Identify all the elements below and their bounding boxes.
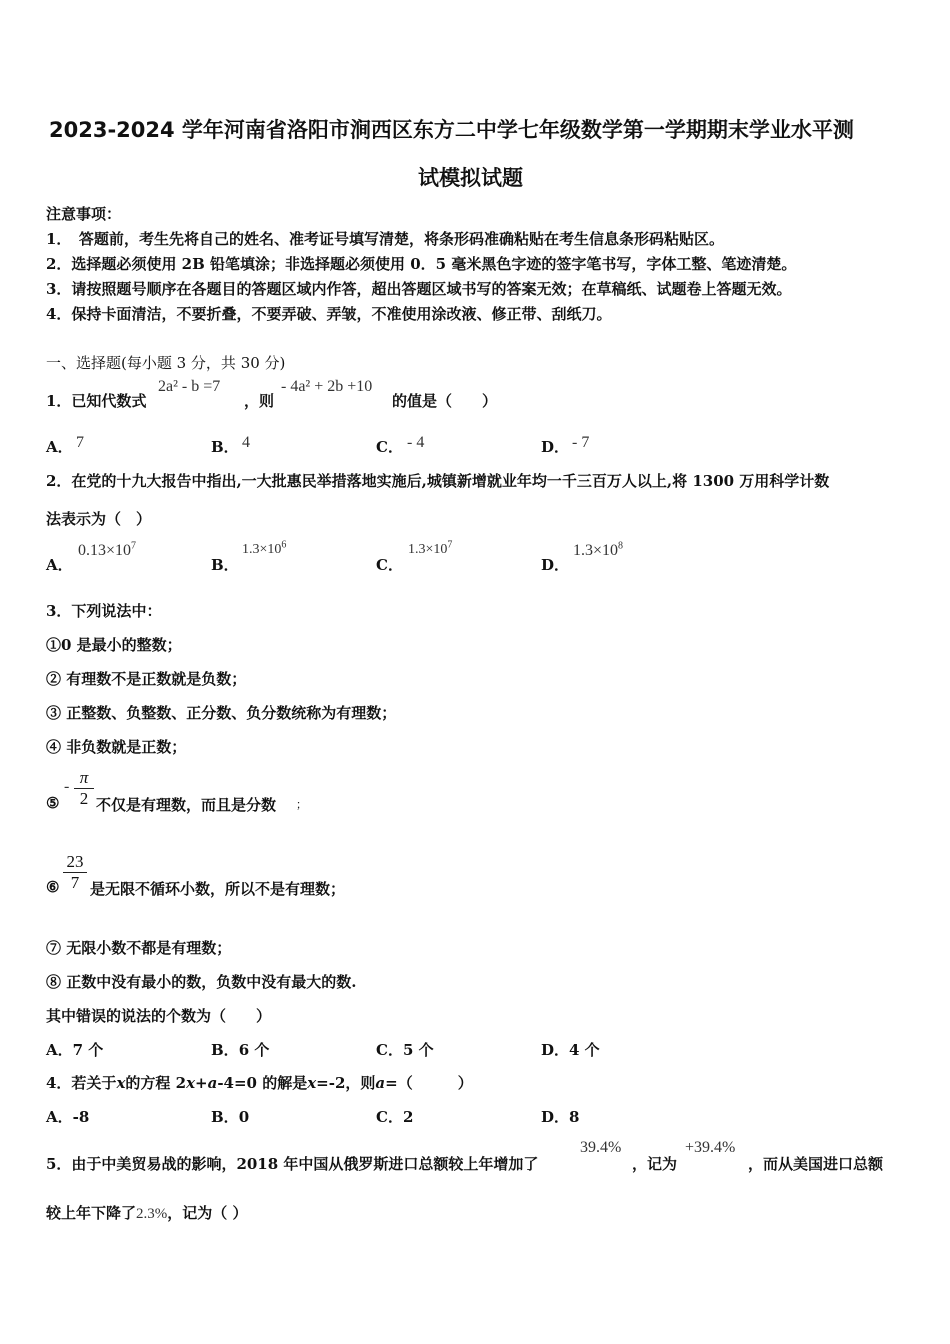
- option-value: 7 个: [72, 1041, 104, 1059]
- q4-option-b: [211, 1106, 249, 1127]
- q3-statement-5-end: ；: [296, 798, 307, 811]
- page-title: 2023-2024 学年河南省洛阳市涧西区东方二中学七年级数学第一学期期末学业水平测: [49, 118, 854, 142]
- q5-value-2: +39.4%: [685, 1139, 736, 1156]
- q1-expr1: 2a² - b =7: [158, 378, 221, 395]
- fraction-23-7: [63, 852, 87, 893]
- q1-expr2: - 4a² + 2b +10: [281, 378, 373, 395]
- q3-statement-3: ③ 正整数、负整数、正分数、负分数统称为有理数；: [46, 704, 397, 722]
- q2-option-a-label: A．: [46, 556, 73, 574]
- q4-stem: [46, 1072, 473, 1093]
- q1-option-d: - 7: [572, 434, 590, 451]
- option-value: 5 个: [402, 1041, 434, 1059]
- q5-text: ，而从美国进口总额: [748, 1155, 884, 1173]
- option-label: C．: [376, 1108, 403, 1126]
- option-label: C．: [376, 1041, 403, 1059]
- q5-text: ，记为: [632, 1155, 678, 1173]
- q2-option-b-exp: 6: [281, 539, 287, 551]
- q2-option-c-base: 1.3×10: [408, 542, 448, 557]
- q1-option-a: 7: [76, 434, 84, 451]
- notice-item: 1． 答题前，考生先将自己的姓名、准考证号填写清楚，将条形码准确粘贴在考生信息条形码粘贴区。: [46, 230, 724, 248]
- q3-option-b: [211, 1039, 269, 1060]
- q3-statement-8: ⑧ 正数中没有最小的数，负数中没有最大的数.: [46, 973, 357, 991]
- q2-option-c: [408, 539, 453, 558]
- q5-text-line2: [46, 1202, 248, 1223]
- var-x: x: [307, 1074, 317, 1092]
- q2-option-d-label: D．: [541, 556, 570, 574]
- q3-option-d: [541, 1039, 600, 1060]
- q2-option-c-exp: 7: [447, 539, 453, 551]
- q2-stem-line2: 法表示为（ ）: [46, 510, 152, 528]
- q4-option-d: [541, 1106, 579, 1127]
- option-label: A．: [46, 1041, 73, 1059]
- q2-option-d: [573, 542, 623, 560]
- section-heading: 一、选择题(每小题 3 分，共 30 分): [46, 354, 286, 372]
- option-label: A．: [46, 1108, 73, 1126]
- q1-suffix: 的值是（ ）: [392, 392, 498, 410]
- q1-option-c: - 4: [407, 434, 425, 451]
- q2-option-d-exp: 8: [618, 540, 624, 552]
- q4-option-c: [376, 1106, 413, 1127]
- q4-text: 的方程 2: [125, 1074, 187, 1092]
- fraction-denominator: 2: [79, 789, 89, 808]
- notice-item: 3．请按照题号顺序在各题目的答题区域内作答，超出答题区域书写的答案无效；在草稿纸、试题卷上答题无效。: [46, 280, 792, 298]
- var-x: x: [186, 1074, 196, 1092]
- q4-text: +: [195, 1074, 208, 1092]
- q5-text: 较上年下降了: [46, 1204, 137, 1222]
- q2-option-a: [78, 542, 136, 560]
- q2-option-a-exp: 7: [131, 540, 137, 552]
- option-value: -8: [72, 1108, 90, 1126]
- option-value: 8: [569, 1108, 580, 1126]
- var-x: x: [116, 1074, 126, 1092]
- notice-heading: 注意事项：: [46, 205, 122, 223]
- q3-stem: 3．下列说法中：: [46, 602, 162, 620]
- q2-option-b-base: 1.3×10: [242, 542, 282, 557]
- q5-value-1: 39.4%: [580, 1139, 622, 1156]
- q1-option-b-label: B．: [211, 438, 239, 456]
- q2-option-d-base: 1.3×10: [573, 542, 619, 559]
- option-value: 2: [402, 1108, 414, 1126]
- fraction-numerator: π: [79, 768, 89, 787]
- q1-option-b: 4: [242, 434, 250, 451]
- q3-option-a: [46, 1039, 103, 1060]
- q1-option-d-label: D．: [541, 438, 570, 456]
- q3-option-c: [376, 1039, 434, 1060]
- q1-prefix: 1．已知代数式: [46, 392, 147, 410]
- q4-text: -4=0 的解是: [217, 1074, 308, 1092]
- q2-option-a-base: 0.13×10: [78, 542, 132, 559]
- q4-text: =（ ）: [385, 1074, 473, 1092]
- q5-text: 5．由于中美贸易战的影响，2018 年中国从俄罗斯进口总额较上年增加了: [46, 1155, 539, 1173]
- fraction-denominator: 7: [70, 873, 80, 892]
- option-value: 0: [238, 1108, 250, 1126]
- q3-statement-1: ①0 是最小的整数；: [46, 636, 182, 654]
- q2-option-b-label: B．: [211, 556, 239, 574]
- q3-statement-5-label: ⑤: [46, 794, 60, 812]
- notice-item: 4．保持卡面清洁，不要折叠，不要弄破、弄皱，不准使用涂改液、修正带、刮纸刀。: [46, 305, 612, 323]
- q4-text: 4．若关于: [46, 1074, 117, 1092]
- q1-option-c-label: C．: [376, 438, 403, 456]
- q4-text: =-2，则: [316, 1074, 376, 1092]
- option-label: D．: [541, 1041, 570, 1059]
- page-title-line2: 试模拟试题: [418, 166, 523, 190]
- q4-option-a: [46, 1106, 89, 1127]
- var-a: a: [207, 1074, 218, 1092]
- q3-statement-6-label: ⑥: [46, 878, 60, 896]
- q3-statement-7: ⑦ 无限小数不都是有理数；: [46, 939, 232, 957]
- q2-option-c-label: C．: [376, 556, 403, 574]
- q2-stem: 2．在党的十九大报告中指出,一大批惠民举措落地实施后,城镇新增就业年均一千三百万人以上,将 1300 万用科学计数: [46, 472, 830, 490]
- option-label: D．: [541, 1108, 570, 1126]
- option-value: 4 个: [569, 1041, 600, 1059]
- option-label: B．: [211, 1041, 239, 1059]
- option-value: 6 个: [238, 1041, 270, 1059]
- q1-mid: ，则: [244, 392, 275, 410]
- q3-statement-5-sign: -: [64, 778, 70, 795]
- var-a: a: [375, 1074, 386, 1092]
- q3-ask: 其中错误的说法的个数为（ ）: [46, 1007, 272, 1025]
- option-label: B．: [211, 1108, 239, 1126]
- q3-statement-6-text: 是无限不循环小数，所以不是有理数；: [90, 880, 346, 898]
- q5-value-3: 2.3%: [136, 1206, 168, 1222]
- q1-option-a-label: A．: [46, 438, 73, 456]
- q2-option-b: [242, 539, 287, 558]
- q5-text: ，记为（ ）: [167, 1204, 248, 1222]
- pi-over-2-fraction: [74, 768, 94, 809]
- q3-statement-2: ② 有理数不是正数就是负数；: [46, 670, 247, 688]
- notice-item: 2．选择题必须使用 2B 铅笔填涂；非选择题必须使用 0．5 毫米黑色字迹的签字笔书写，字体工整、笔迹清楚。: [46, 255, 797, 273]
- fraction-numerator: 23: [66, 852, 84, 871]
- q3-statement-4: ④ 非负数就是正数；: [46, 738, 187, 756]
- q3-statement-5-text: 不仅是有理数，而且是分数: [96, 796, 277, 814]
